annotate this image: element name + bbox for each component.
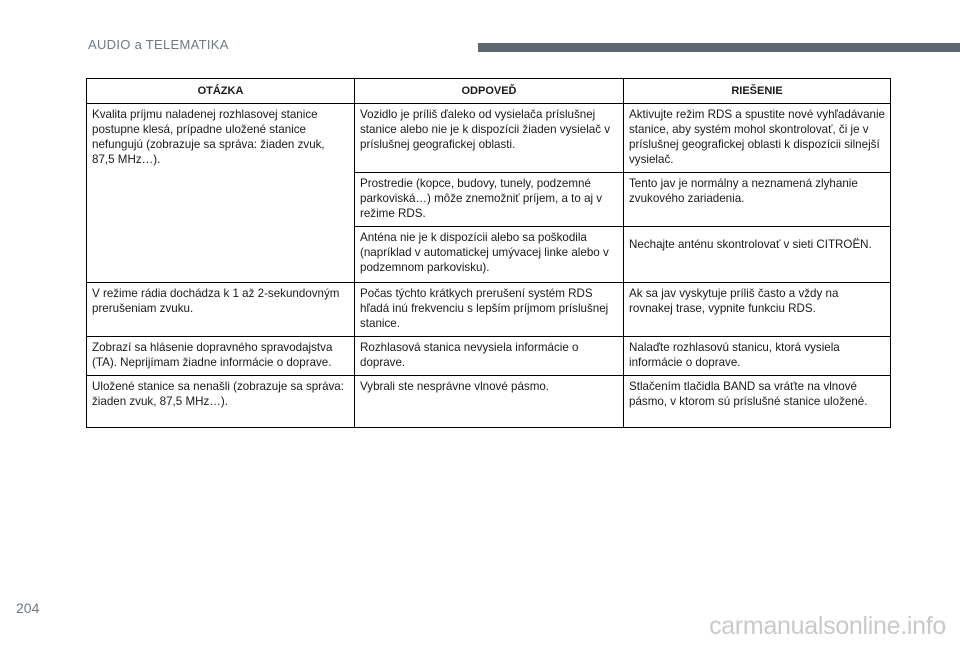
column-header-question: OTÁZKA	[87, 79, 355, 104]
section-title: AUDIO a TELEMATIKA	[88, 37, 229, 52]
question-cell: Zobrazí sa hlásenie dopravného spravodajstva (TA). Neprijímam žiadne informácie o doprave.	[87, 337, 355, 376]
solution-cell: Nechajte anténu skontrolovať v sieti CITROËN.	[624, 227, 891, 283]
solution-cell: Tento jav je normálny a neznamená zlyhanie zvukového zariadenia.	[624, 173, 891, 227]
table-header-row	[87, 79, 891, 104]
header-accent-bar	[478, 43, 960, 52]
question-cell: Kvalita príjmu naladenej rozhlasovej stanice postupne klesá, prípadne uložené stanice nefungujú (zobrazuje sa správa: žiaden zvuk, 87,5 MHz…).	[87, 104, 355, 283]
question-cell: V režime rádia dochádza k 1 až 2-sekundovným prerušeniam zvuku.	[87, 283, 355, 337]
solution-cell: Stlačením tlačidla BAND sa vráťte na vlnové pásmo, v ktorom sú príslušné stanice uložené.	[624, 376, 891, 428]
answer-cell: Vozidlo je príliš ďaleko od vysielača príslušnej stanice alebo nie je k dispozícii žiaden vysielač v príslušnej geografickej oblasti.	[355, 104, 624, 173]
column-header-solution: RIEŠENIE	[624, 79, 891, 104]
table-row	[87, 283, 891, 337]
watermark: carmanualsonline.info	[709, 612, 946, 640]
answer-cell: Anténa nie je k dispozícii alebo sa poškodila (napríklad v automatickej umývacej linke alebo v podzemnom parkovisku).	[355, 227, 624, 283]
table-row	[87, 376, 891, 428]
column-header-answer: ODPOVEĎ	[355, 79, 624, 104]
answer-cell: Prostredie (kopce, budovy, tunely, podzemné parkoviská…) môže znemožniť príjem, a to aj v režime RDS.	[355, 173, 624, 227]
page-number: 204	[16, 600, 40, 616]
table-row	[87, 104, 891, 173]
solution-cell: Ak sa jav vyskytuje príliš často a vždy na rovnakej trase, vypnite funkciu RDS.	[624, 283, 891, 337]
solution-cell: Nalaďte rozhlasovú stanicu, ktorá vysiela informácie o doprave.	[624, 337, 891, 376]
solution-cell: Aktivujte režim RDS a spustite nové vyhľadávanie stanice, aby systém mohol skontrolovať, či je v príslušnej geografickej oblasti k dispozícii silnejší vysielač.	[624, 104, 891, 173]
table-row	[87, 337, 891, 376]
answer-cell: Rozhlasová stanica nevysiela informácie o doprave.	[355, 337, 624, 376]
question-cell: Uložené stanice sa nenašli (zobrazuje sa správa: žiaden zvuk, 87,5 MHz…).	[87, 376, 355, 428]
troubleshooting-table	[86, 78, 891, 428]
answer-cell: Počas týchto krátkych prerušení systém RDS hľadá inú frekvenciu s lepším príjmom príslušnej stanice.	[355, 283, 624, 337]
answer-cell: Vybrali ste nesprávne vlnové pásmo.	[355, 376, 624, 428]
